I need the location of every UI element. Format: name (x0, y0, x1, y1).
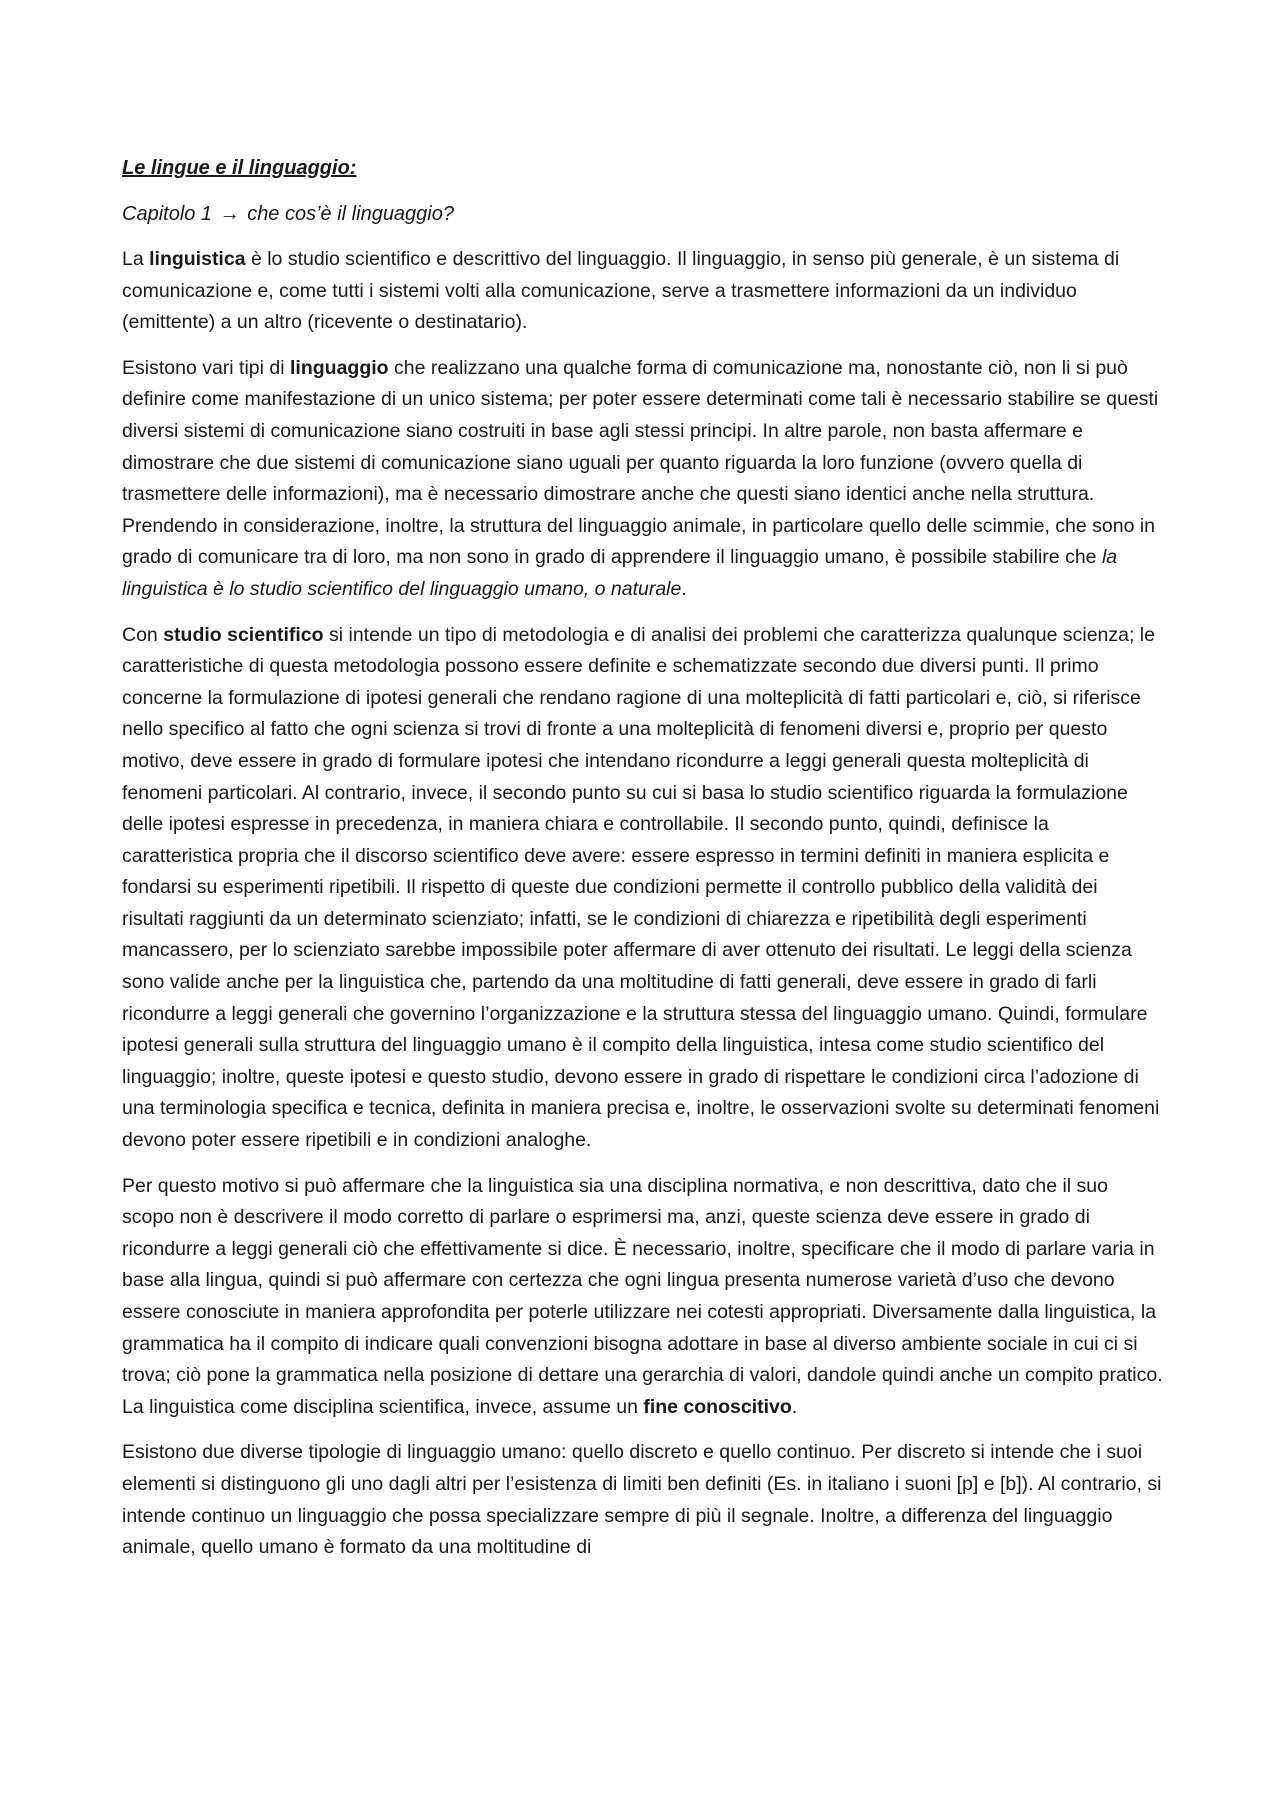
paragraph-4 (122, 1171, 1164, 1424)
bold-term-linguaggio: linguaggio (290, 356, 389, 379)
paragraph-text: . (681, 577, 687, 600)
chapter-question: che cos’è il linguaggio? (247, 203, 454, 225)
paragraph-3 (122, 620, 1164, 1157)
paragraph-text: Per questo motivo si può affermare che la linguistica sia una disciplina normativa, e non descrittiva, dato che il suo scopo non è descrivere il modo corretto di parlare o esprimersi ma, anzi, queste scienza deve essere in grado di ricondurre a leggi generali ciò che effettivamente si dice. È necessario, inoltre, specificare che il modo di parlare varia in base alla lingua, quindi si può affermare con certezza che ogni lingua presenta numerose varietà d’uso che devono essere conosciute in maniera approfondita per poterle utilizzare nei cotesti appropriati. Diversamente dalla linguistica, la grammatica ha il compito di indicare quali convenzioni bisogna adottare in base al diverso ambiente sociale in cui ci si trova; ciò pone la grammatica nella posizione di dettare una gerarchia di valori, dandole quindi anche un compito pratico. La linguistica come disciplina scientifica, invece, assume un (122, 1174, 1163, 1418)
chapter-label: Capitolo 1 (122, 203, 213, 225)
paragraph-text: è lo studio scientifico e descrittivo del linguaggio. Il linguaggio, in senso più generale, è un sistema di comunicazione e, come tutti i sistemi volti alla comunicazione, serve a trasmettere informazioni da un individuo (emittente) a un altro (ricevente o destinatario). (122, 248, 1120, 334)
document-content (122, 152, 1164, 1578)
paragraph-text: Esistono vari tipi di (122, 356, 290, 379)
paragraph-text: che realizzano una qualche forma di comunicazione ma, nonostante ciò, non li si può definire come manifestazione di un unico sistema; per poter essere determinati come tali è necessario stabilire se questi diversi sistemi di comunicazione siano costruiti in base agli stessi principi. In altre parole, non basta affermare e dimostrare che due sistemi di comunicazione siano uguali per quanto riguarda la loro funzione (ovvero quella di trasmettere delle informazioni), ma è necessario dimostrare anche che questi siano identici anche nella struttura. Prendendo in considerazione, inoltre, la struttura del linguaggio animale, in particolare quello delle scimmie, che sono in grado di comunicare tra di loro, ma non sono in grado di apprendere il linguaggio umano, è possibile stabilire che (122, 356, 1159, 569)
paragraph-text: La (122, 248, 150, 270)
italic-definition: la linguistica è lo studio scientifico del linguaggio umano, o naturale (122, 546, 1118, 600)
bold-term-linguistica: linguistica (149, 248, 246, 270)
arrow-right-icon: → (219, 203, 240, 225)
paragraph-text: Con (122, 623, 164, 646)
bold-term-studio-scientifico: studio scientifico (163, 623, 324, 646)
paragraph-text: . (791, 1395, 798, 1418)
paragraph-2 (122, 353, 1164, 606)
chapter-heading (122, 198, 1164, 230)
paragraph-1 (122, 244, 1164, 339)
document-title: Le lingue e il linguaggio: (122, 157, 357, 179)
paragraph-text: si intende un tipo di metodologia e di analisi dei problemi che caratterizza qualunque scienza; le caratteristiche di questa metodologia possono essere definite e schematizzate secondo due diversi punti. Il primo concerne la formulazione di ipotesi generali che rendano ragione di una molteplicità di fatti particolari e, ciò, si riferisce nello specifico al fatto che ogni scienza si trovi di fronte a una molteplicità di fenomeni diversi e, proprio per questo motivo, deve essere in grado di formulare ipotesi che intendano ricondurre a leggi generali questa molteplicità di fenomeni particolari. Al contrario, invece, il secondo punto su cui si basa lo studio scientifico riguarda la formulazione delle ipotesi espresse in precedenza, in maniera chiara e controllabile. Il secondo punto, quindi, definisce la caratteristica propria che il discorso scientifico deve avere: essere espresso in termini definiti in maniera esplicita e fondarsi su esperimenti ripetibili. Il rispetto di queste due condizioni permette il controllo pubblico della validità dei risultati raggiunti da un determinato scienziato; infatti, se le condizioni di chiarezza e ripetibilità degli esperimenti mancassero, per lo scienziato sarebbe impossibile poter affermare di aver ottenuto dei risultati. Le leggi della scienza sono valide anche per la linguistica che, partendo da una moltitudine di fatti generali, deve essere in grado di farli ricondurre a leggi generali che governino l’organizzazione e la struttura stessa del linguaggio umano. Quindi, formulare ipotesi generali sulla struttura del linguaggio umano è il compito della linguistica, intesa come studio scientifico del linguaggio; inoltre, queste ipotesi e questo studio, devono essere in grado di rispettare le condizioni circa l’adozione di una terminologia specifica e tecnica, definita in maniera precisa e, inoltre, le osservazioni svolte su determinati fenomeni devono poter essere ripetibili e in condizioni analoghe. (122, 623, 1160, 1152)
paragraph-text: Esistono due diverse tipologie di linguaggio umano: quello discreto e quello continuo. Per discreto si intende che i suoi elementi si distinguono gli uno dagli altri per l’esistenza di limiti ben definiti (Es. in italiano i suoni [p] e [b]). Al contrario, si intende continuo un linguaggio che possa specializzare sempre di più il segnale. Inoltre, a differenza del linguaggio animale, quello umano è formato da una moltitudine di (122, 1441, 1162, 1559)
paragraph-5 (122, 1437, 1164, 1563)
bold-term-fine-conoscitivo: fine conoscitivo (643, 1395, 792, 1418)
